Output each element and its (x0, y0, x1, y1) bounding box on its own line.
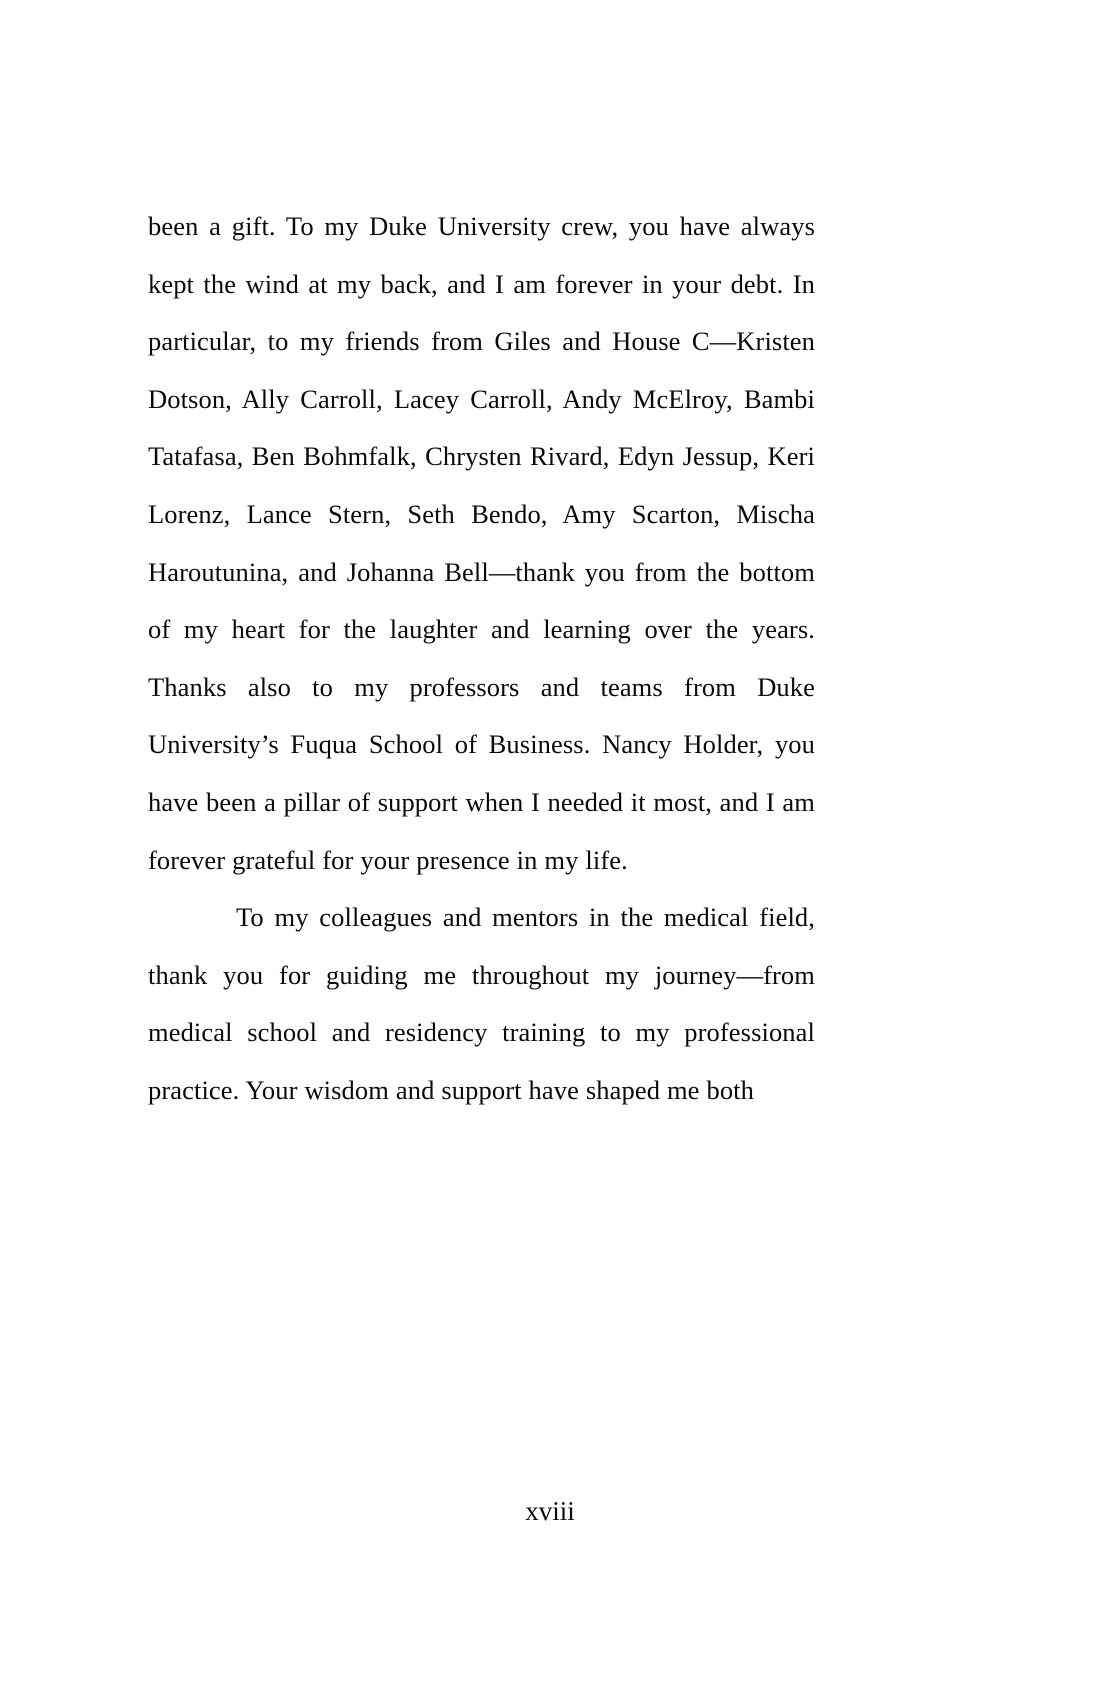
page-body-text (148, 198, 815, 1120)
paragraph-acknowledgments-continued: been a gift. To my Duke University crew, you have always kept the wind at my back, and I am forever in your debt. In particular, to my friends from Giles and House C—Kristen Dotson, Ally Carroll, Lacey Carroll, Andy McElroy, Bambi Tatafasa, Ben Bohmfalk, Chrysten Rivard, Edyn Jessup, Keri Lorenz, Lance Stern, Seth Bendo, Amy Scarton, Mischa Haroutunina, and Johanna Bell—thank you from the bottom of my heart for the laughter and learning over the years. Thanks also to my professors and teams from Duke University’s Fuqua School of Business. Nancy Holder, you have been a pillar of support when I needed it most, and I am forever grateful for your presence in my life. (148, 211, 815, 875)
paragraph-acknowledgments-medical: To my colleagues and mentors in the medical field, thank you for guiding me throughout my journey—from medical school and residency training to my professional practice. Your wisdom and support have shaped me both (148, 902, 815, 1105)
page-number: xviii (525, 1496, 575, 1526)
